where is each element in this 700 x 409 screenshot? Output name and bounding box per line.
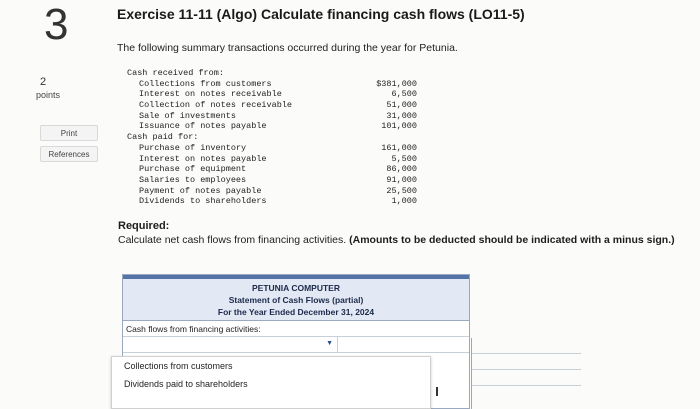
main-content: [105, 0, 700, 409]
required-text: Calculate net cash flows from financing activities. (Amounts to be deducted should be indicated with a minus sign.): [118, 234, 675, 246]
transaction-row: Sale of investments 31,000: [139, 110, 417, 121]
transaction-row: Issuance of notes payable 101,000: [139, 121, 417, 132]
intro-text: The following summary transactions occurred during the year for Petunia.: [117, 42, 458, 54]
amount-input[interactable]: [472, 354, 581, 370]
question-number: 3: [44, 0, 69, 49]
points-label: points: [36, 90, 61, 100]
transaction-row: Dividends to shareholders 1,000: [139, 196, 417, 207]
exercise-title: Exercise 11-11 (Algo) Calculate financing cash flows (LO11-5): [117, 6, 525, 22]
financing-section-label: Cash flows from financing activities:: [126, 324, 261, 334]
financing-section-row: [123, 321, 469, 337]
references-button[interactable]: References: [40, 146, 98, 162]
sidebar: [0, 0, 105, 409]
transaction-row: Salaries to employees 91,000: [139, 174, 417, 185]
transaction-row: Interest on notes receivable 6,500: [139, 89, 417, 100]
amount-input[interactable]: [472, 338, 581, 354]
dropdown-menu: [111, 356, 431, 409]
required-title: Required:: [118, 220, 170, 232]
transaction-row: Payment of notes payable 25,500: [139, 185, 417, 196]
statement-period: For the Year Ended December 31, 2024: [217, 306, 375, 317]
amount-column: [471, 338, 581, 409]
transaction-row: Collections from customers $381,000: [139, 78, 417, 89]
dropdown-option[interactable]: Collections from customers: [124, 361, 233, 371]
required-note: (Amounts to be deducted should be indicated with a minus sign.): [349, 234, 675, 246]
print-button[interactable]: Print: [40, 125, 98, 141]
transaction-row: Interest on notes payable 5,500: [139, 153, 417, 164]
text-cursor: [436, 387, 438, 396]
transaction-row: Cash received from:: [127, 68, 224, 78]
statement-name: Statement of Cash Flows (partial): [228, 294, 364, 305]
transaction-row: Purchase of inventory 161,000: [139, 142, 417, 153]
transaction-row: Cash paid for:: [127, 132, 199, 143]
chevron-down-icon: ▼: [326, 340, 333, 347]
dropdown-option[interactable]: Dividends paid to shareholders: [124, 379, 248, 389]
statement-company: PETUNIA COMPUTER: [252, 282, 340, 293]
table-row: [123, 337, 469, 353]
points-value: 2: [40, 76, 47, 88]
statement-header: [123, 275, 469, 321]
transaction-row: Collection of notes receivable 51,000: [139, 100, 417, 111]
transaction-row: Purchase of equipment 86,000: [139, 164, 417, 175]
amount-input[interactable]: [472, 370, 581, 386]
line-item-select[interactable]: [123, 337, 338, 352]
transactions-list: [127, 68, 417, 207]
amount-input[interactable]: [339, 337, 471, 352]
